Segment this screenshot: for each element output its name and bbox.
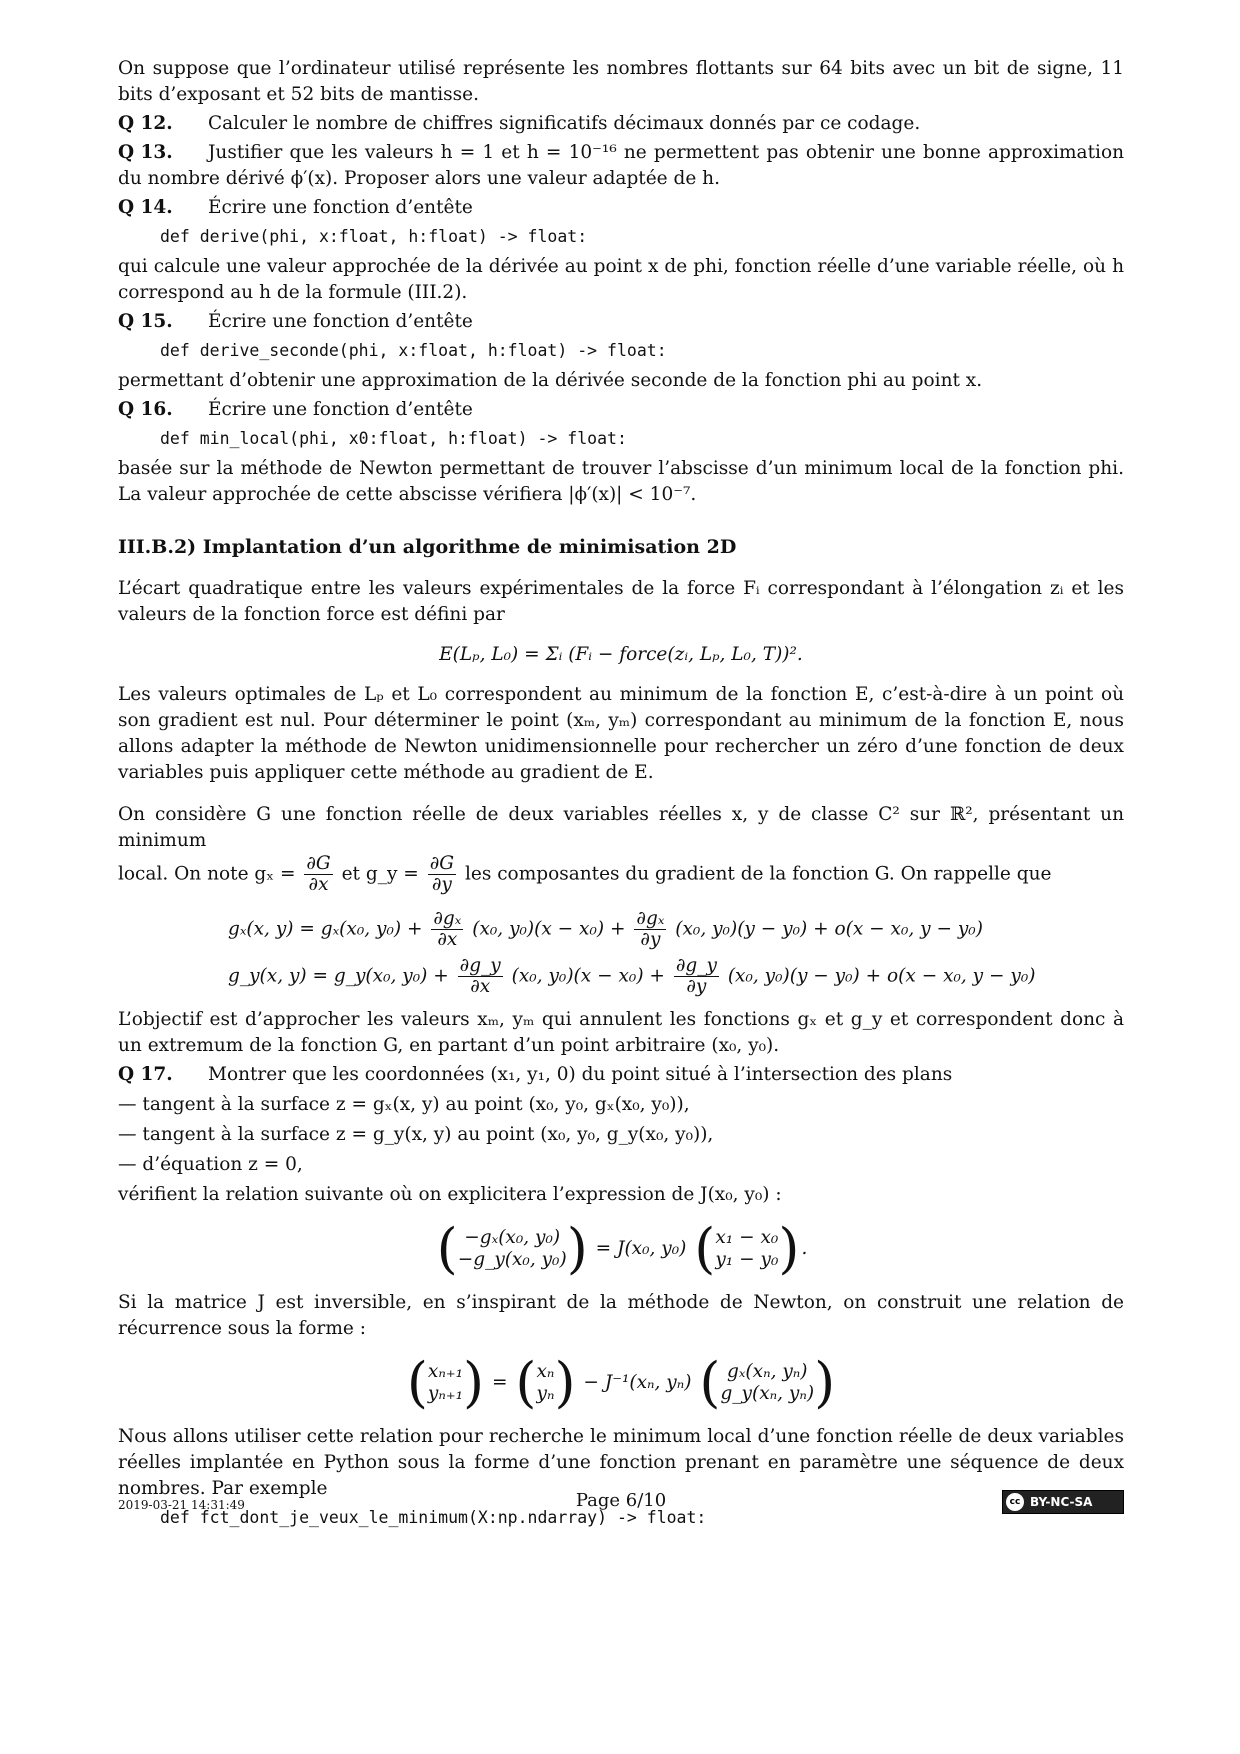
paren: ( <box>694 1217 716 1280</box>
paren: ) <box>814 1351 836 1414</box>
question-14-after: qui calcule une valeur approchée de la dérivée au point x de phi, fonction réelle d’une variable réelle, où h correspond au h de la formule (III.2). <box>118 256 1124 303</box>
document-page <box>118 56 1124 1535</box>
matrix-entry: −g_y(x₀, y₀) <box>457 1249 567 1270</box>
matrix-entry: −gₓ(x₀, y₀) <box>464 1227 561 1248</box>
denominator: ∂x <box>437 929 458 950</box>
question-text: Écrire une fonction d’entête <box>208 399 473 420</box>
section-heading: III.B.2) Implantation d’un algorithme de minimisation 2D <box>118 536 737 558</box>
eq-part: (x₀, y₀)(y − y₀) + o(x − x₀, y − y₀) <box>675 918 983 940</box>
paren: ) <box>778 1217 800 1280</box>
eq-part: . <box>801 1238 808 1259</box>
paragraph-python: Nous allons utiliser cette relation pour recherche le minimum local d’une fonction réelle de deux variables réelles implantée en Python sous la forme d’une fonction prenant en paramètre une séquence de deux nombres. Par exemple <box>118 1426 1124 1499</box>
eq-part: (x₀, y₀)(y − y₀) + o(x − x₀, y − y₀) <box>727 965 1036 987</box>
timestamp: 2019-03-21 14:31:49 <box>118 1498 245 1512</box>
question-text: Justifier que les valeurs h = 1 et h = 10⁻¹⁶ ne permettent pas obtenir une bonne approximation du nombre dérivé ϕ′(x). Proposer alors une valeur adaptée de h. <box>118 142 1124 189</box>
list-item: — tangent à la surface z = g_y(x, y) au point (x₀, y₀, g_y(x₀, y₀)), <box>118 1124 714 1145</box>
question-16-after: basée sur la méthode de Newton permettant de trouver l’abscisse d’un minimum local de la fonction phi. La valeur approchée de cette abscisse vérifiera |ϕ′(x)| < 10⁻⁷. <box>118 458 1124 505</box>
cc-icon: cc <box>1006 1493 1024 1511</box>
denominator: ∂y <box>686 976 707 997</box>
equation-jacobian <box>118 1217 1124 1280</box>
matrix-column <box>720 1361 814 1405</box>
equation-recurrence <box>118 1351 1124 1414</box>
code-signature: def min_local(phi, x0:float, h:float) -> float: <box>160 429 627 448</box>
fraction <box>304 854 332 895</box>
denominator: ∂y <box>431 874 452 895</box>
fraction <box>428 854 456 895</box>
eq-part: = <box>492 1372 508 1393</box>
question-label: Q 15. <box>118 311 173 332</box>
question-text: Calculer le nombre de chiffres significatifs décimaux donnés par ce codage. <box>208 113 921 134</box>
fraction <box>458 956 503 997</box>
paren: ( <box>436 1217 458 1280</box>
paren: ( <box>515 1351 537 1414</box>
paren: ) <box>566 1217 588 1280</box>
numerator: ∂G <box>429 853 455 874</box>
paren: ) <box>554 1351 576 1414</box>
text: les composantes du gradient de la fonction G. On rappelle que <box>464 863 1052 885</box>
question-16 <box>118 397 1124 423</box>
question-label: Q 16. <box>118 399 173 420</box>
paragraph-G: On considère G une fonction réelle de deux variables réelles x, y de classe C² sur ℝ², présentant un minimum <box>118 804 1124 851</box>
denominator: ∂x <box>470 976 491 997</box>
question-15 <box>118 309 1124 335</box>
equation-row <box>228 956 1124 997</box>
question-label: Q 14. <box>118 197 173 218</box>
matrix <box>694 1217 800 1280</box>
matrix-entry: yₙ <box>536 1383 555 1404</box>
question-15-after: permettant d’obtenir une approximation de la dérivée seconde de la fonction phi au point x. <box>118 370 983 391</box>
matrix-entry: xₙ <box>536 1361 555 1382</box>
matrix-entry: xₙ₊₁ <box>427 1361 464 1382</box>
spacer <box>118 786 1124 802</box>
question-text: Écrire une fonction d’entête <box>208 311 473 332</box>
numerator: ∂G <box>306 853 331 874</box>
matrix-entry: g_y(xₙ, yₙ) <box>720 1383 815 1404</box>
eq-part: (x₀, y₀)(x − x₀) + <box>472 918 626 940</box>
code-signature: def fct_dont_je_veux_le_minimum(X:np.ndarray) -> float: <box>160 1508 707 1527</box>
matrix <box>436 1217 588 1280</box>
question-text: Montrer que les coordonnées (x₁, y₁, 0) du point situé à l’intersection des plans <box>208 1064 953 1085</box>
matrix <box>406 1351 485 1414</box>
license-text: BY-NC-SA <box>1030 1495 1093 1509</box>
numerator: ∂gₓ <box>636 908 665 929</box>
fraction <box>634 909 666 950</box>
question-label: Q 12. <box>118 113 173 134</box>
license-badge <box>1002 1490 1124 1514</box>
code-signature: def derive(phi, x:float, h:float) -> float: <box>160 227 588 246</box>
text: local. On note gₓ = <box>118 863 296 885</box>
matrix-column <box>428 1361 463 1405</box>
matrix <box>515 1351 576 1414</box>
matrix <box>699 1351 836 1414</box>
eq-part: = J(x₀, y₀) <box>595 1238 687 1259</box>
matrix-entry: x₁ − x₀ <box>715 1227 779 1248</box>
numerator: ∂g_y <box>459 955 501 976</box>
equation-E: E(Lₚ, L₀) = Σᵢ (Fᵢ − force(zᵢ, Lₚ, L₀, T))². <box>439 644 803 665</box>
paragraph-ecart: L’écart quadratique entre les valeurs expérimentales de la force Fᵢ correspondant à l’élongation zᵢ et les valeurs de la fonction force est défini par <box>118 578 1124 625</box>
eq-part: g_y(x, y) = g_y(x₀, y₀) + <box>228 965 449 987</box>
question-label: Q 13. <box>118 142 173 163</box>
matrix-column <box>537 1361 555 1405</box>
eq-part: − J⁻¹(xₙ, yₙ) <box>583 1372 692 1393</box>
denominator: ∂x <box>308 874 329 895</box>
question-14 <box>118 195 1124 221</box>
question-text: Écrire une fonction d’entête <box>208 197 473 218</box>
paren: ( <box>699 1351 721 1414</box>
eq-part: gₓ(x, y) = gₓ(x₀, y₀) + <box>228 918 423 940</box>
paragraph-gradient <box>118 854 1124 895</box>
fraction <box>674 956 719 997</box>
question-13 <box>118 140 1124 192</box>
question-label: Q 17. <box>118 1064 173 1085</box>
page-footer <box>118 1490 1124 1520</box>
paragraph-optimal: Les valeurs optimales de Lₚ et L₀ correspondent au minimum de la fonction E, c’est-à-dire à un point où son gradient est nul. Pour déterminer le point (xₘ, yₘ) correspondant au minimum de la fonction E, nous allons adapter la méthode de Newton unidimensionnelle pour rechercher un zéro d’une fonction de deux variables puis appliquer cette méthode au gradient de E. <box>118 684 1124 783</box>
paragraph-objective: L’objectif est d’approcher les valeurs xₘ, yₘ qui annulent les fonctions gₓ et g_y et correspondent donc à un extremum de la fonction G, en partant d’un point arbitraire (x₀, y₀). <box>118 1009 1124 1056</box>
text: et g_y = <box>341 863 419 885</box>
code-signature: def derive_seconde(phi, x:float, h:float) -> float: <box>160 341 667 360</box>
matrix-entry: gₓ(xₙ, yₙ) <box>727 1361 808 1382</box>
equation-taylor <box>228 909 1124 997</box>
eq-part: (x₀, y₀)(x − x₀) + <box>511 965 665 987</box>
matrix-entry: y₁ − y₀ <box>715 1249 779 1270</box>
paragraph-invertible: Si la matrice J est inversible, en s’inspirant de la méthode de Newton, on construit une relation de récurrence sous la forme : <box>118 1292 1124 1339</box>
list-item: — tangent à la surface z = gₓ(x, y) au point (x₀, y₀, gₓ(x₀, y₀)), <box>118 1094 690 1115</box>
numerator: ∂gₓ <box>433 908 462 929</box>
matrix-column <box>458 1227 567 1271</box>
numerator: ∂g_y <box>675 955 717 976</box>
matrix-column <box>715 1227 778 1271</box>
question-17 <box>118 1062 1124 1088</box>
paren: ) <box>463 1351 485 1414</box>
intro-paragraph: On suppose que l’ordinateur utilisé représente les nombres flottants sur 64 bits avec un bit de signe, 11 bits d’exposant et 52 bits de mantisse. <box>118 58 1124 105</box>
matrix-entry: yₙ₊₁ <box>427 1383 464 1404</box>
page-number: Page 6/10 <box>575 1490 667 1511</box>
paren: ( <box>406 1351 428 1414</box>
denominator: ∂y <box>640 929 661 950</box>
list-item: — d’équation z = 0, <box>118 1154 303 1175</box>
paragraph-verify: vérifient la relation suivante où on explicitera l’expression de J(x₀, y₀) : <box>118 1184 782 1205</box>
fraction <box>431 909 463 950</box>
question-12 <box>118 111 1124 137</box>
equation-row <box>228 909 1124 950</box>
